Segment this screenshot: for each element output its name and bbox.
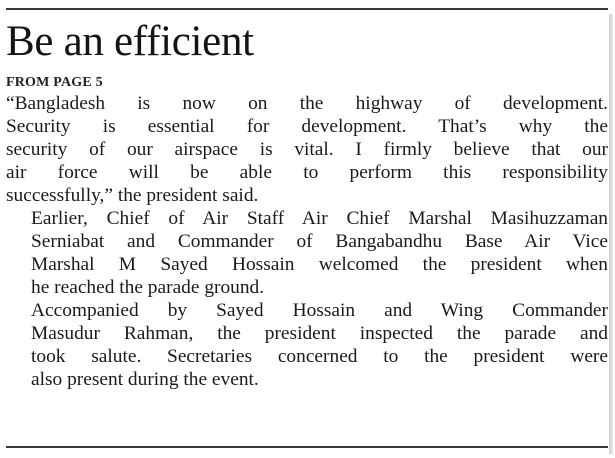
text-line: air force will be able to perform this responsibility [6, 162, 608, 183]
paragraph-3 [6, 299, 608, 391]
text-line: security of our airspace is vital. I firmly believe that our [6, 139, 608, 160]
article-body [6, 92, 608, 391]
text-line: Masudur Rahman, the president inspected the parade and [31, 323, 608, 344]
headline: Be an efficient [6, 18, 254, 65]
text-line: he reached the parade ground. [31, 277, 265, 298]
jump-line: FROM PAGE 5 [6, 75, 103, 90]
paragraph-1 [6, 92, 608, 207]
text-line: Security is essential for development. That’s why the [6, 116, 608, 137]
bottom-rule [6, 446, 608, 448]
text-line: took salute. Secretaries concerned to the president were [31, 346, 608, 367]
text-line: also present during the event. [31, 369, 259, 390]
text-line: Marshal M Sayed Hossain welcomed the president when [31, 254, 608, 275]
text-line: Serniabat and Commander of Bangabandhu Base Air Vice [31, 231, 608, 252]
text-line: Earlier, Chief of Air Staff Air Chief Marshal Masihuzzaman [31, 208, 608, 229]
page-edge-shadow [609, 14, 613, 454]
top-rule [6, 8, 608, 10]
text-line: successfully,” the president said. [6, 185, 259, 206]
text-line: “Bangladesh is now on the highway of development. [6, 93, 608, 114]
paragraph-2 [6, 207, 608, 299]
text-line: Accompanied by Sayed Hossain and Wing Commander [31, 300, 608, 321]
